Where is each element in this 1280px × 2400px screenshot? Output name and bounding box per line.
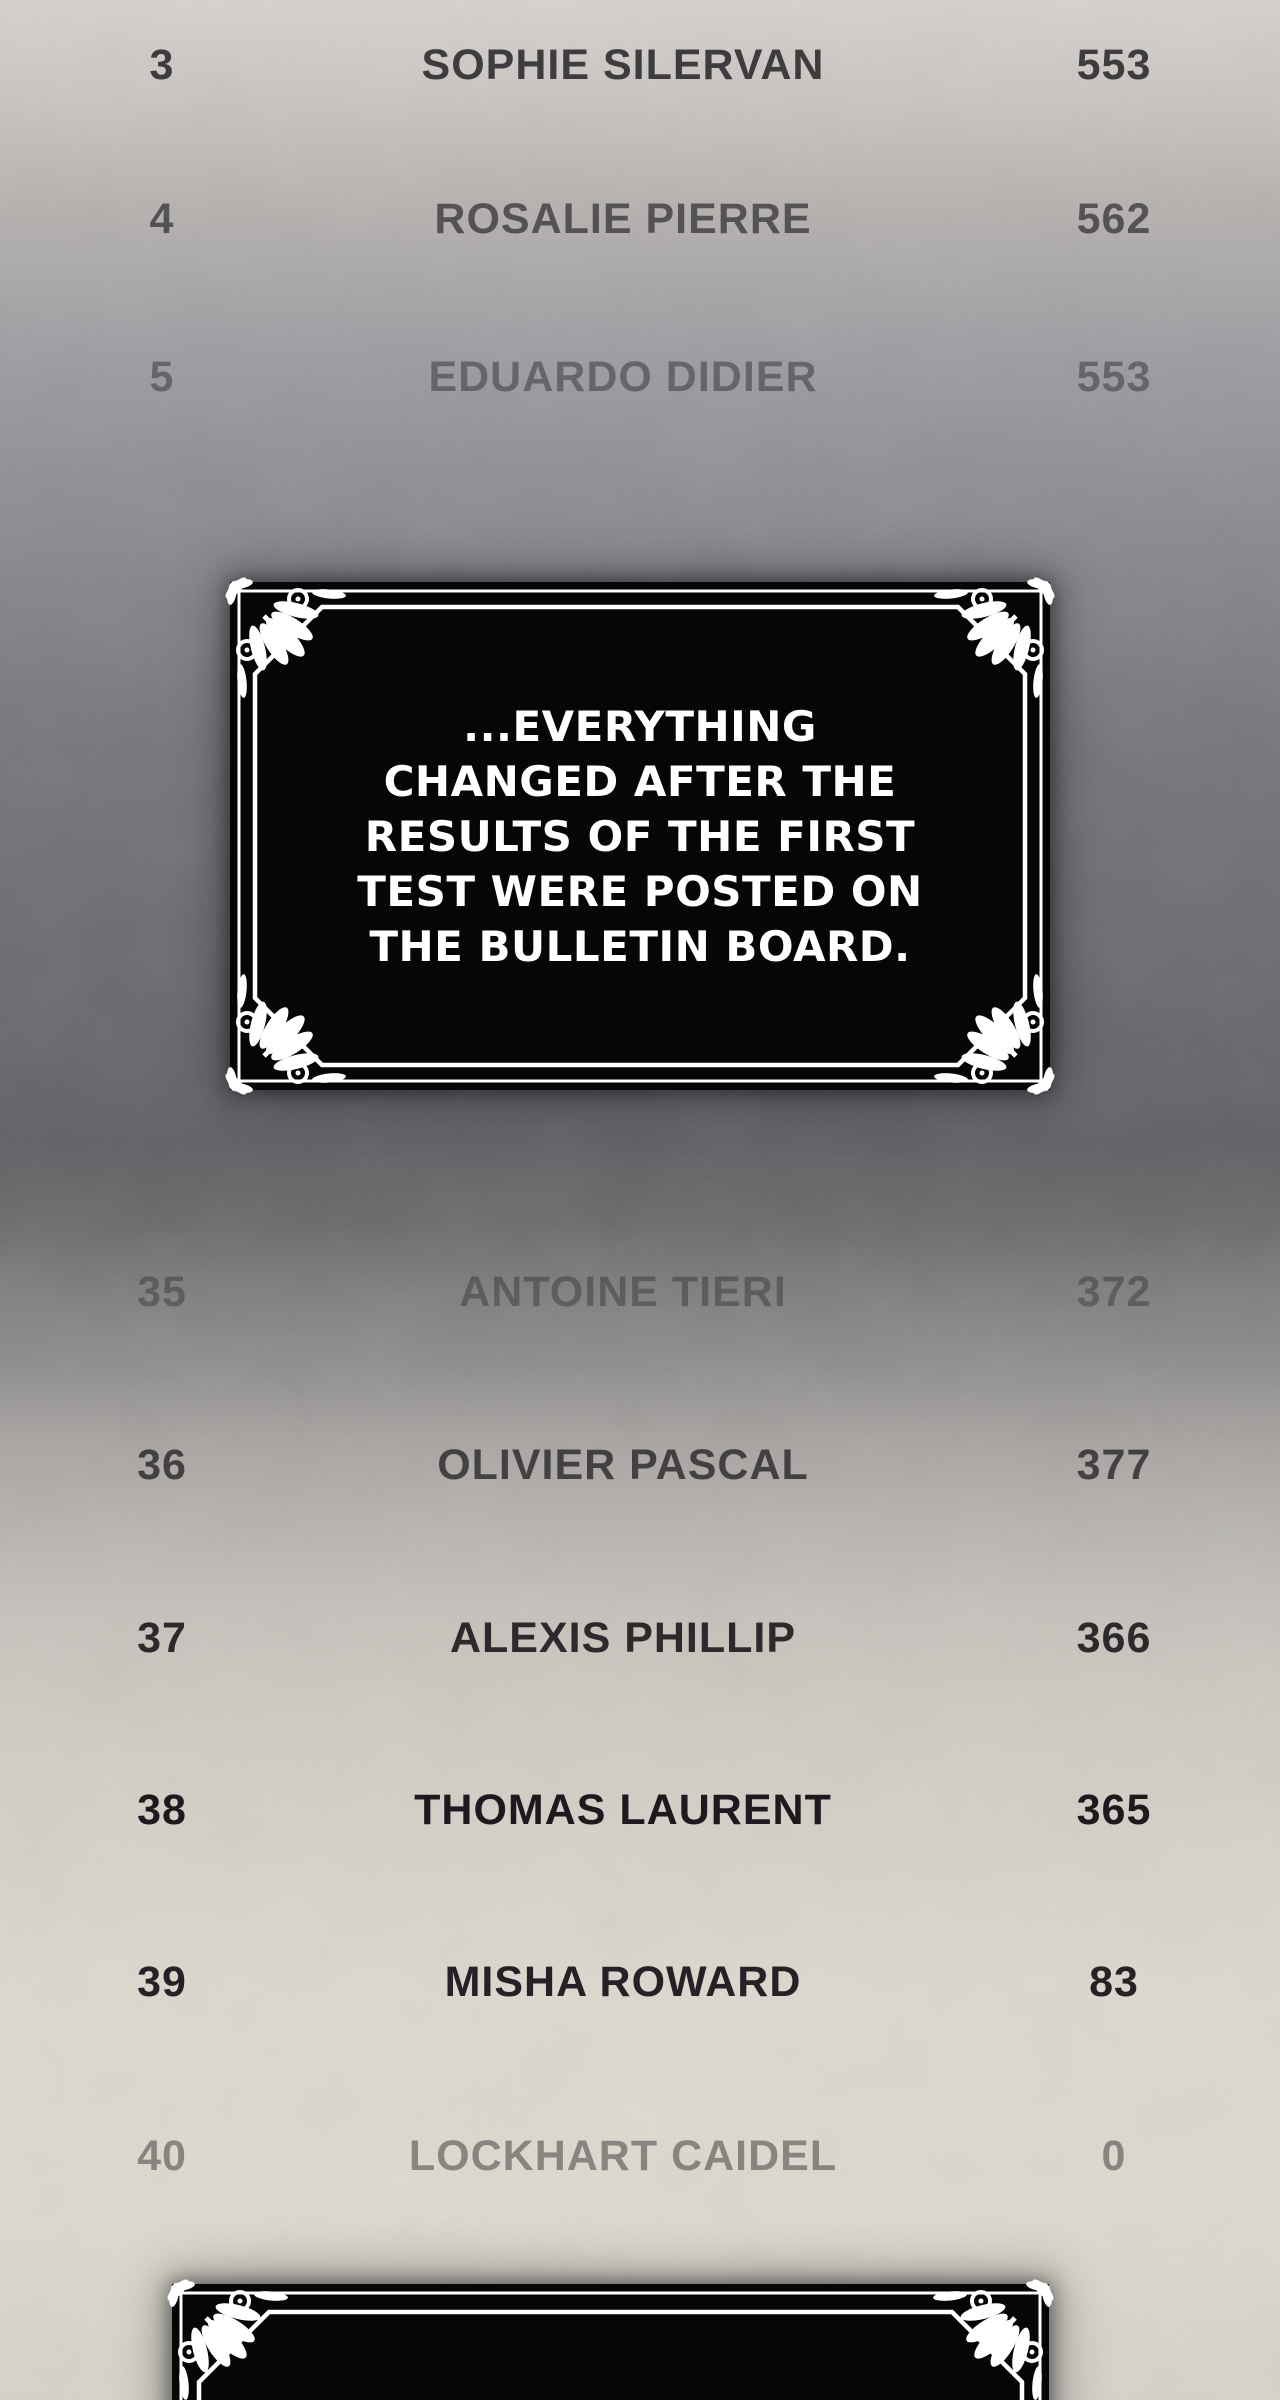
corner-ornament-icon bbox=[933, 2277, 1057, 2400]
score-value: 365 bbox=[1076, 1786, 1152, 1834]
ranking-row bbox=[0, 1952, 1280, 2012]
student-name: ROSALIE PIERRE bbox=[434, 195, 812, 243]
student-name: SOPHIE SILERVAN bbox=[421, 41, 825, 89]
narration-box bbox=[230, 582, 1050, 1090]
score-value: 366 bbox=[1076, 1614, 1152, 1662]
score-value: 562 bbox=[1076, 195, 1152, 243]
rank-number: 4 bbox=[149, 195, 175, 243]
narration-line: TEST WERE POSTED ON bbox=[357, 866, 923, 916]
student-name: LOCKHART CAIDEL bbox=[408, 2132, 838, 2180]
student-name: EDUARDO DIDIER bbox=[428, 353, 818, 401]
ranking-row bbox=[0, 1608, 1280, 1668]
rank-number: 5 bbox=[149, 353, 175, 401]
ranking-row bbox=[0, 35, 1280, 95]
rank-number: 37 bbox=[137, 1614, 187, 1662]
narration-line: THE BULLETIN BOARD. bbox=[369, 921, 911, 971]
score-value: 377 bbox=[1076, 1441, 1152, 1489]
narration-line: ...EVERYTHING bbox=[463, 701, 817, 751]
narration-text bbox=[258, 610, 1022, 1062]
rank-number: 36 bbox=[137, 1441, 187, 1489]
student-name: THOMAS LAURENT bbox=[414, 1786, 832, 1834]
corner-ornament-icon bbox=[165, 2277, 289, 2400]
rank-number: 40 bbox=[137, 2132, 187, 2180]
ranking-row bbox=[0, 1435, 1280, 1495]
ranking-row bbox=[0, 347, 1280, 407]
score-value: 553 bbox=[1076, 353, 1152, 401]
rank-number: 39 bbox=[137, 1958, 187, 2006]
narration-box-partial bbox=[172, 2284, 1049, 2400]
score-value: 83 bbox=[1089, 1958, 1139, 2006]
rank-number: 3 bbox=[149, 41, 175, 89]
ranking-row bbox=[0, 1780, 1280, 1840]
student-name: ALEXIS PHILLIP bbox=[449, 1614, 797, 1662]
score-value: 553 bbox=[1076, 41, 1152, 89]
narration-line: RESULTS OF THE FIRST bbox=[364, 811, 916, 861]
ranking-row bbox=[0, 189, 1280, 249]
score-value: 0 bbox=[1101, 2132, 1127, 2180]
student-name: MISHA ROWARD bbox=[444, 1958, 802, 2006]
ranking-row bbox=[0, 1262, 1280, 1322]
ranking-row bbox=[0, 2126, 1280, 2186]
rank-number: 38 bbox=[137, 1786, 187, 1834]
ornate-frame bbox=[172, 2284, 1049, 2400]
student-name: ANTOINE TIERI bbox=[459, 1268, 787, 1316]
narration-line: CHANGED AFTER THE bbox=[383, 756, 897, 806]
student-name: OLIVIER PASCAL bbox=[437, 1441, 809, 1489]
rank-number: 35 bbox=[137, 1268, 187, 1316]
score-value: 372 bbox=[1076, 1268, 1152, 1316]
